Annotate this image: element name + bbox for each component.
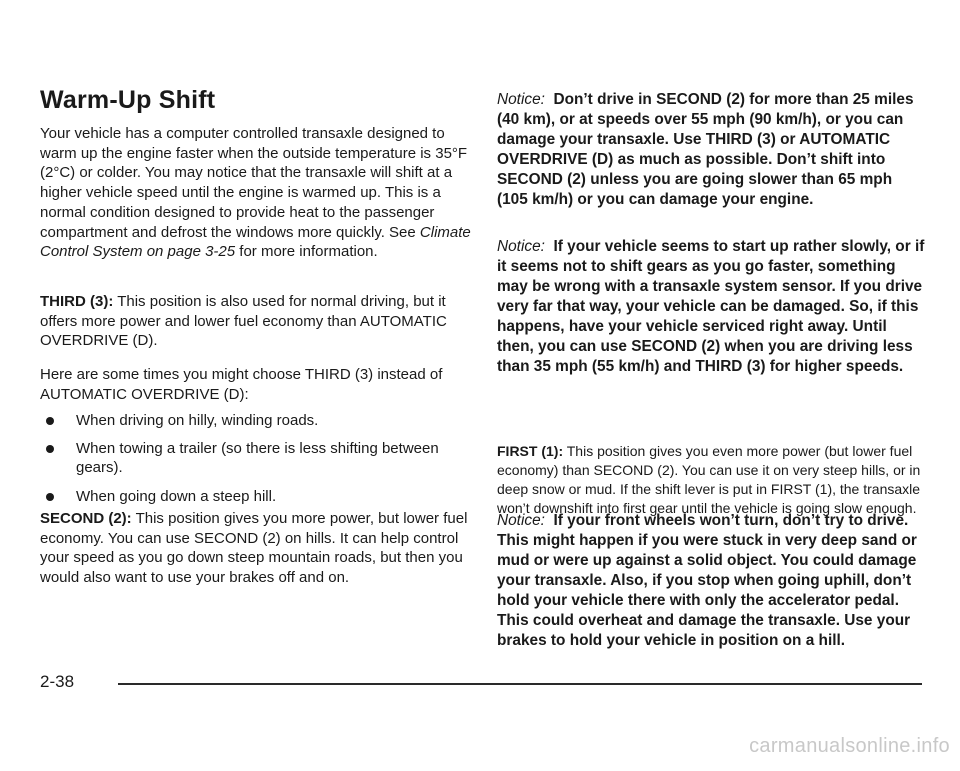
bullet-icon xyxy=(46,445,54,453)
notice-label: Notice: xyxy=(497,238,545,255)
list-item: When going down a steep hill. xyxy=(40,487,474,507)
first-paragraph: FIRST (1): This position gives you even more power (but lower fuel economy) than SECOND (2). You can use it on very steep hills, or in deep snow or mud. If the shift lever is put in FIRST (1), the transaxle won’t downshift into first gear until the vehicle is going slow enough. xyxy=(497,443,921,516)
warm-up-paragraph: Your vehicle has a computer controlled transaxle designed to warm up the engine faster when the outside temperature is 35°F (2°C) or colder. You may notice that the transaxle will shift at a higher vehicle speed until the engine is warmed up. This is a normal condition designed to provide heat to the passenger compartment and defrost the windows more quickly. See Climate Control System on page 3-25 for more information. xyxy=(40,125,471,261)
page-number: 2-38 xyxy=(40,672,75,691)
bullet-icon xyxy=(46,417,54,425)
list-item: When driving on hilly, winding roads. xyxy=(40,411,474,431)
notice-label: Notice: xyxy=(497,512,545,529)
second-term: SECOND (2): xyxy=(40,510,132,527)
first-term: FIRST (1): xyxy=(497,443,564,459)
footer-rule xyxy=(118,683,922,685)
bullet-icon xyxy=(46,493,54,501)
climate-control-reference[interactable]: Climate Control System on page 3-25 xyxy=(40,223,471,261)
second-paragraph: SECOND (2): This position gives you more power, but lower fuel economy. You can use SECOND (2) on hills. It can help control your speed as you go down steep mountain roads, but then you would also want to use your brakes off and on. xyxy=(40,510,468,587)
section-heading: Warm-Up Shift xyxy=(40,86,216,114)
third-paragraph: THIRD (3): This position is also used for normal driving, but it offers more power and lower fuel economy than AUTOMATIC OVERDRIVE (D). xyxy=(40,293,447,350)
notice-label: Notice: xyxy=(497,91,545,108)
list-item: When towing a trailer (so there is less shifting between gears). xyxy=(40,439,474,478)
notice-sensor: Notice: If your vehicle seems to start up rather slowly, or if it seems not to shift gears as you go faster, something may be wrong with a transaxle system sensor. If you drive very far that way, your vehicle can be damaged. So, if this happens, have your vehicle serviced right away. Until then, you can use SECOND (2) when you are driving less than 35 mph (55 km/h) and THIRD (3) for higher speeds. xyxy=(497,238,925,375)
watermark: carmanualsonline.info xyxy=(749,735,950,757)
notice-front-wheels: Notice: If your front wheels won’t turn, don’t try to drive. This might happen if you were stuck in very deep sand or mud or were up against a solid object. You could damage your transaxle. Also, if you stop when going uphill, don’t hold your vehicle there with only the accelerator pedal. This could overheat and damage the transaxle. Use your brakes to hold your vehicle in position on a hill. xyxy=(497,512,917,649)
third-usage-list xyxy=(40,411,474,507)
third-term: THIRD (3): xyxy=(40,293,114,310)
notice-second-limits: Notice: Don’t drive in SECOND (2) for more than 25 miles (40 km), or at speeds over 55 mph (90 km/h), or you can damage your transaxle. Use THIRD (3) or AUTOMATIC OVERDRIVE (D) as much as possible. Don’t shift into SECOND (2) unless you are going slower than 65 mph (105 km/h) or you can damage your engine. xyxy=(497,91,914,208)
here-paragraph: Here are some times you might choose THIRD (3) instead of AUTOMATIC OVERDRIVE (D): xyxy=(40,366,443,403)
